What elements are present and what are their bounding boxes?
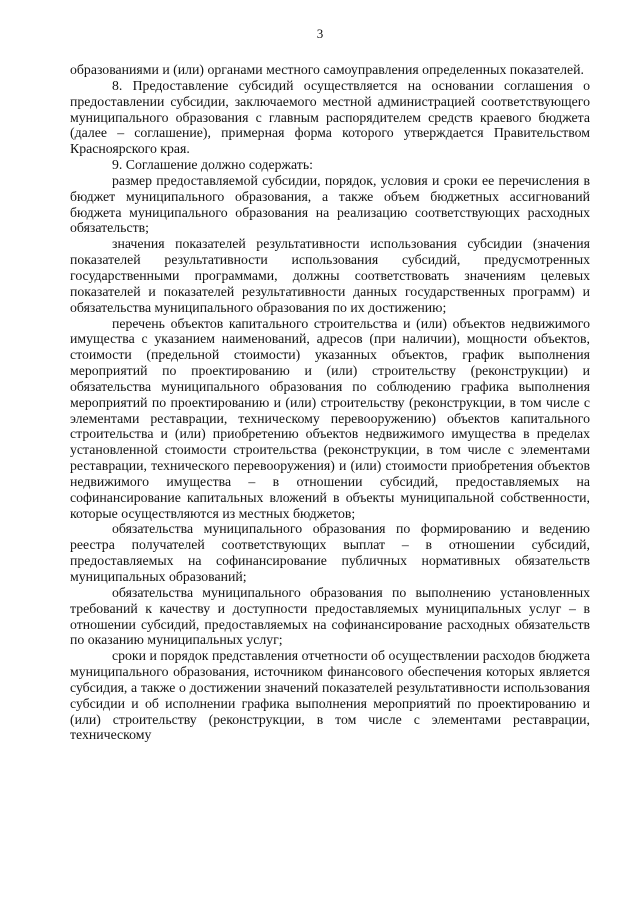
paragraph: перечень объектов капитального строительства и (или) объектов недвижимого имущества с указанием наименований, адресов (при наличии), мощности объектов, стоимости (предельной стоимости) указанных объектов, график выполнения мероприятий по проектированию и (или) строительству (реконструкции) и обязательства муниципального образования по соблюдению графика выполнения мероприятий по проектированию и (или) строительству (реконструкции, в том числе с элементами реставрации, техническому перевооружению) объектов капитального строительства и (или) приобретению объектов недвижимого имущества в пределах установленной стоимости строительства (реконструкции, в том числе с элементами реставрации, технического перевооружения) и (или) стоимости приобретения объектов недвижимого имущества – в отношении субсидий, предоставляемых на софинансирование капитальных вложений в объекты муниципальной собственности, которые осуществляются из местных бюджетов; [70, 315, 590, 521]
page-number: 3 [316, 26, 324, 41]
paragraph: 8. Предоставление субсидий осуществляется на основании соглашения о предоставлении субсидии, заключаемого местной администрацией соответствующего муниципального образования с главным распорядителем средств краевого бюджета (далее – соглашение), примерная форма которого утверждается Правительством Красноярского края. [70, 77, 590, 157]
paragraph: значения показателей результативности использования субсидии (значения показателей результативности использования субсидий, предусмотренных государственными программами, должны соответствовать значениям целевых показателей и показателей результативности данных государственных программ) и обязательства муниципального образования по их достижению; [70, 236, 590, 315]
paragraph: обязательства муниципального образования по выполнению установленных требований к качеству и доступности предоставляемых муниципальных услуг – в отношении субсидий, предоставляемых на софинансирование расходных обязательств по оказанию муниципальных услуг; [70, 584, 590, 648]
paragraph: сроки и порядок представления отчетности об осуществлении расходов бюджета муниципального образования, источником финансового обеспечения которых является субсидия, а также о достижении значений показателей результативности использования субсидии и об исполнении графика выполнения мероприятий по проектированию и (или) строительству (реконструкции, в том числе с элементами реставрации, техническому [70, 648, 590, 743]
paragraph: размер предоставляемой субсидии, порядок, условия и сроки ее перечисления в бюджет муниципального образования, а также объем бюджетных ассигнований бюджета муниципального образования на реализацию соответствующих расходных обязательств; [70, 172, 590, 236]
paragraph: обязательства муниципального образования по формированию и ведению реестра получателей соответствующих выплат – в отношении субсидий, предоставляемых на софинансирование публичных нормативных обязательств муниципальных образований; [70, 521, 590, 584]
document-body [70, 62, 590, 743]
paragraph: 9. Соглашение должно содержать: [112, 157, 313, 173]
paragraph: образованиями и (или) органами местного самоуправления определенных показателей. [70, 62, 584, 77]
